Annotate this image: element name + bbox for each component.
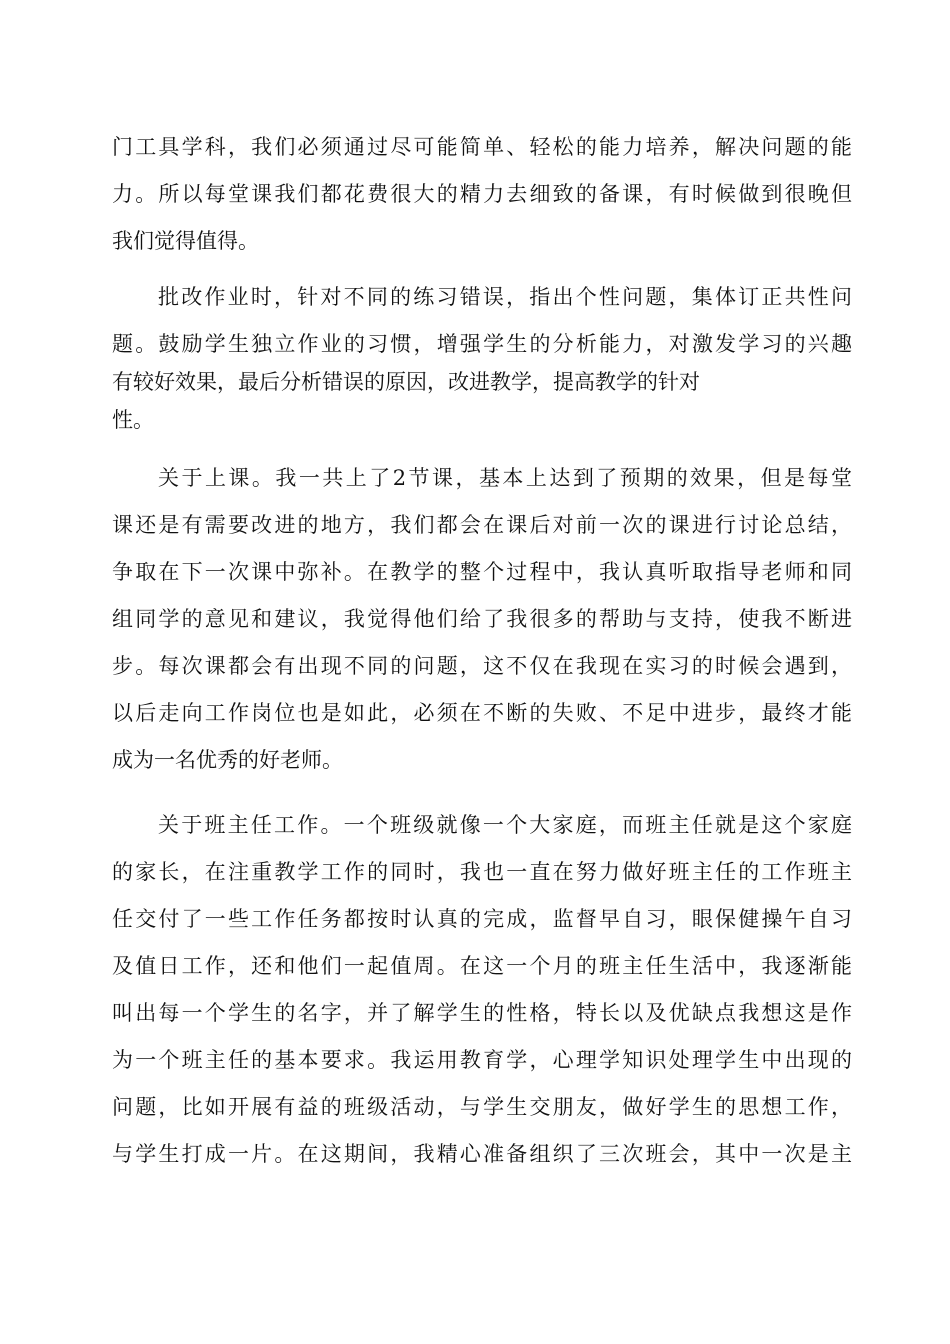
paragraph-line: 关于班主任工作。一个班级就像一个大家庭，而班主任就是这个家庭 xyxy=(158,813,852,837)
paragraph-line: 问题，比如开展有益的班级活动，与学生交朋友，做好学生的思想工作， xyxy=(112,1095,852,1119)
paragraph-line: 题。鼓励学生独立作业的习惯，增强学生的分析能力，对激发学习的兴趣 xyxy=(112,332,852,356)
paragraph-line: 为一个班主任的基本要求。我运用教育学，心理学知识处理学生中出现的 xyxy=(112,1048,852,1072)
paragraph-line: 的家长，在注重教学工作的同时，我也一直在努力做好班主任的工作班主 xyxy=(112,860,852,884)
paragraph-line: 关于上课。我一共上了2节课，基本上达到了预期的效果，但是每堂 xyxy=(158,466,852,490)
paragraph-4 xyxy=(112,802,852,1178)
paragraph-2 xyxy=(112,274,852,444)
paragraph-line: 课还是有需要改进的地方，我们都会在课后对前一次的课进行讨论总结， xyxy=(112,513,852,537)
paragraph-line: 步。每次课都会有出现不同的问题，这不仅在我现在实习的时候会遇到， xyxy=(112,654,852,678)
paragraph-line: 有较好效果，最后分析错误的原因，改进教学，提高教学的针对 xyxy=(112,370,700,394)
paragraph-line: 我们觉得值得。 xyxy=(112,229,259,253)
paragraph-1 xyxy=(112,124,852,265)
paragraph-line: 组同学的意见和建议，我觉得他们给了我很多的帮助与支持，使我不断进 xyxy=(112,607,852,631)
paragraph-line: 性。 xyxy=(112,408,154,432)
paragraph-line: 以后走向工作岗位也是如此，必须在不断的失败、不足中进步，最终才能 xyxy=(112,701,852,725)
paragraph-line: 争取在下一次课中弥补。在教学的整个过程中，我认真听取指导老师和同 xyxy=(112,560,852,584)
paragraph-line: 力。所以每堂课我们都花费很大的精力去细致的备课，有时候做到很晚但 xyxy=(112,182,852,206)
paragraph-line: 与学生打成一片。在这期间，我精心准备组织了三次班会，其中一次是主 xyxy=(112,1142,852,1166)
paragraph-line: 门工具学科，我们必须通过尽可能简单、轻松的能力培养，解决问题的能 xyxy=(112,135,852,159)
paragraph-line: 成为一名优秀的好老师。 xyxy=(112,748,343,772)
paragraph-3 xyxy=(112,455,852,784)
paragraph-line: 及值日工作，还和他们一起值周。在这一个月的班主任生活中，我逐渐能 xyxy=(112,954,852,978)
paragraph-line: 批改作业时，针对不同的练习错误，指出个性问题，集体订正共性问 xyxy=(158,285,852,309)
paragraph-line: 任交付了一些工作任务都按时认真的完成，监督早自习，眼保健操午自习 xyxy=(112,907,852,931)
paragraph-line: 叫出每一个学生的名字，并了解学生的性格，特长以及优缺点我想这是作 xyxy=(112,1001,852,1025)
